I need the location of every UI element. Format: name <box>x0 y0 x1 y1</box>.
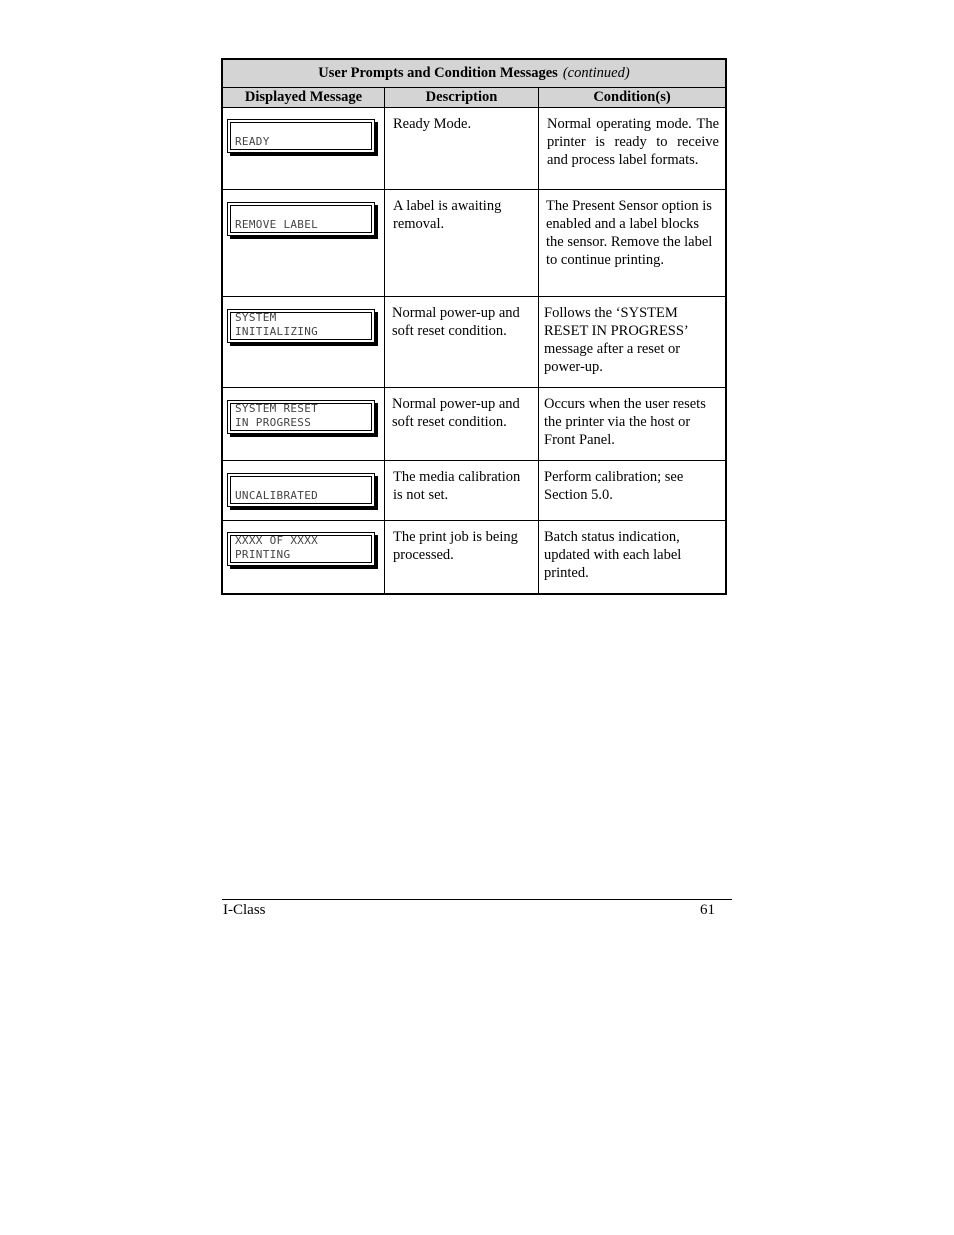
lcd-line: SYSTEM <box>235 311 277 324</box>
display-cell <box>223 297 385 387</box>
header-displayed-message: Displayed Message <box>223 88 385 107</box>
lcd-display <box>227 119 375 153</box>
header-description: Description <box>385 88 539 107</box>
lcd-line: REMOVE LABEL <box>235 218 319 231</box>
display-cell <box>223 461 385 520</box>
user-prompts-table <box>221 58 727 595</box>
lcd-line: IN PROGRESS <box>235 416 312 429</box>
display-cell <box>223 190 385 296</box>
conditions-cell: Follows the ‘SYSTEM RESET IN PROGRESS’ message after a reset or power-up. <box>544 305 688 375</box>
conditions-cell: Occurs when the user resets the printer via the host or Front Panel. <box>544 396 706 448</box>
lcd-display <box>227 309 375 343</box>
description-cell: Normal power-up and soft reset condition. <box>385 297 539 387</box>
table-row <box>223 388 725 461</box>
description-cell: A label is awaiting removal. <box>385 190 539 296</box>
description-cell: The print job is being processed. <box>385 521 539 593</box>
conditions-cell: The Present Sensor option is enabled and a label blocks the sensor. Remove the label to continue printing. <box>546 198 713 268</box>
lcd-display <box>227 202 375 236</box>
table-title <box>223 60 725 88</box>
lcd-display <box>227 473 375 507</box>
table-header-row <box>223 88 725 108</box>
description-cell: The media calibration is not set. <box>385 461 539 520</box>
table-row <box>223 297 725 388</box>
lcd-line: XXXX OF XXXX <box>235 534 319 547</box>
conditions-cell: Normal operating mode. The printer is ready to receive and process label formats. <box>547 116 719 168</box>
lcd-display <box>227 400 375 434</box>
lcd-line: SYSTEM RESET <box>235 402 319 415</box>
conditions-cell: Batch status indication, updated with each label printed. <box>544 529 682 581</box>
footer-divider <box>222 899 732 900</box>
lcd-line: READY <box>235 135 270 148</box>
conditions-cell: Perform calibration; see Section 5.0. <box>544 469 684 503</box>
table-row <box>223 190 725 297</box>
description-cell: Normal power-up and soft reset condition. <box>385 388 539 460</box>
lcd-line: PRINTING <box>235 548 291 561</box>
display-cell <box>223 388 385 460</box>
lcd-line: UNCALIBRATED <box>235 489 319 502</box>
table-title-text: User Prompts and Condition Messages <box>318 65 558 81</box>
table-row <box>223 521 725 593</box>
footer-product-name: I-Class <box>223 902 266 918</box>
table-row <box>223 461 725 521</box>
display-cell <box>223 521 385 593</box>
lcd-display <box>227 532 375 566</box>
table-title-suffix: (continued) <box>562 65 630 81</box>
display-cell <box>223 108 385 189</box>
description-cell: Ready Mode. <box>385 108 539 189</box>
table-row <box>223 108 725 190</box>
lcd-line: INITIALIZING <box>235 325 319 338</box>
footer-page-number: 61 <box>700 902 715 918</box>
header-conditions: Condition(s) <box>593 89 671 105</box>
